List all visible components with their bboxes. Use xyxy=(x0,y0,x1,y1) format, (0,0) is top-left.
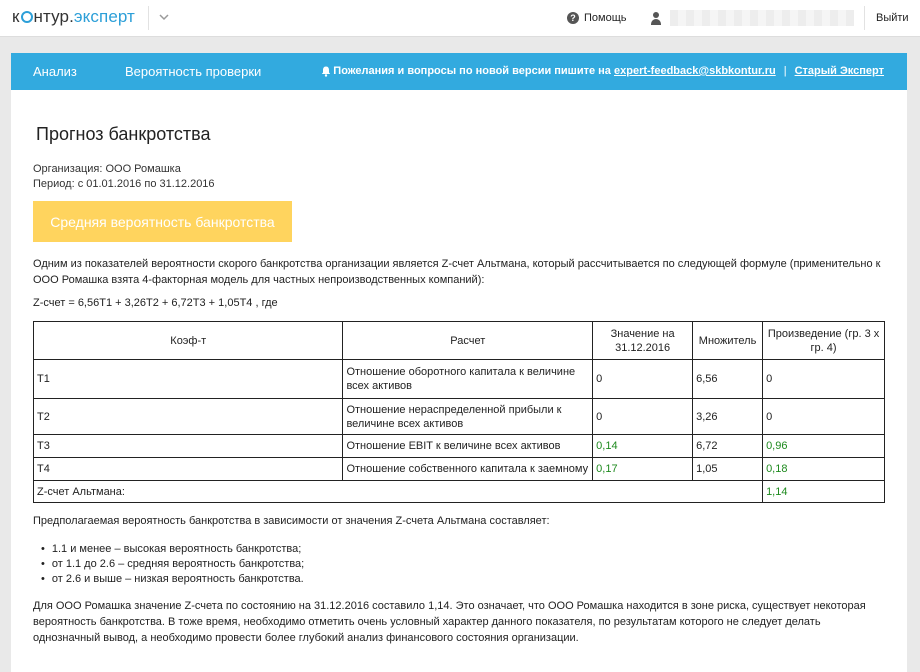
cell-value: 0,14 xyxy=(593,435,693,458)
header-value: Значение на 31.12.2016 xyxy=(593,322,693,360)
user-icon xyxy=(650,12,662,25)
user-name-redacted xyxy=(670,10,854,26)
main-card xyxy=(11,53,907,672)
risk-level-badge: Средняя вероятность банкротства xyxy=(33,201,292,242)
cell-coef: Т3 xyxy=(34,435,343,458)
top-bar xyxy=(0,0,920,37)
cell-multiplier: 3,26 xyxy=(693,399,763,435)
description-text: Одним из показателей вероятности скорого банкротства организации является Z-счет Альтмана, который рассчитывается по следующей формуле (применительно к ООО Ромашка взята 4-факторная модель для частных непроизводственных компаний): xyxy=(33,258,881,286)
cell-value: 0 xyxy=(593,360,693,399)
report-meta xyxy=(33,162,215,192)
list-item: • от 2.6 и выше – низкая вероятность банкротства. xyxy=(52,572,304,587)
header-calc: Расчет xyxy=(343,322,593,360)
header-multiplier: Множитель xyxy=(693,322,763,360)
coefficients-table xyxy=(33,321,885,503)
conclusion-text: Для ООО Ромашка значение Z-счета по состоянию на 31.12.2016 составило 1,14. Это означает, что ООО Ромашка находится в зоне риска, существует некоторая вероятность банкротства. В тоже время, необходимо отметить очень условный характер данного показателя, по результатам которого не следует делать однозначный вывод, а необходимо провести более глубокий анализ финансового состояния организации. xyxy=(33,600,866,644)
old-version-link[interactable]: Старый Эксперт xyxy=(794,65,884,77)
formula-text: Z-счет = 6,56Т1 + 3,26Т2 + 6,72Т3 + 1,05Т4 , где xyxy=(33,297,278,309)
cell-product: 0,96 xyxy=(763,435,885,458)
cell-product: 0 xyxy=(763,360,885,399)
help-label: Помощь xyxy=(584,12,627,24)
logo-divider xyxy=(148,6,149,30)
section-nav xyxy=(11,53,907,90)
cell-calc: Отношение собственного капитала к заемному xyxy=(343,458,593,481)
user-menu[interactable] xyxy=(650,10,854,26)
header-divider xyxy=(864,6,865,30)
logo-text-part3: эксперт xyxy=(73,7,135,26)
logo-text-part1: к xyxy=(12,7,20,26)
table-row xyxy=(34,360,885,399)
chevron-down-icon[interactable] xyxy=(157,10,171,24)
cell-multiplier: 6,56 xyxy=(693,360,763,399)
nav-analysis[interactable]: Анализ xyxy=(33,64,77,79)
feedback-banner xyxy=(321,65,884,77)
cell-coef: Т4 xyxy=(34,458,343,481)
cell-coef: Т2 xyxy=(34,399,343,435)
total-label: Z-счет Альтмана: xyxy=(34,481,763,503)
cell-product: 0,18 xyxy=(763,458,885,481)
list-item: • от 1.1 до 2.6 – средняя вероятность банкротства; xyxy=(52,557,304,572)
cell-coef: Т1 xyxy=(34,360,343,399)
header-product: Произведение (гр. 3 х гр. 4) xyxy=(763,322,885,360)
feedback-text: Пожелания и вопросы по новой версии пишите на xyxy=(333,65,611,77)
cell-multiplier: 1,05 xyxy=(693,458,763,481)
question-icon: ? xyxy=(567,12,579,24)
page-title: Прогноз банкротства xyxy=(36,124,211,144)
cell-calc: Отношение нераспределенной прибыли к величине всех активов xyxy=(343,399,593,435)
cell-calc: Отношение EBIT к величине всех активов xyxy=(343,435,593,458)
organization-label: Организация: ООО Ромашка xyxy=(33,163,181,175)
cell-value: 0,17 xyxy=(593,458,693,481)
cell-value: 0 xyxy=(593,399,693,435)
cell-multiplier: 6,72 xyxy=(693,435,763,458)
cell-product: 0 xyxy=(763,399,885,435)
header-coef: Коэф-т xyxy=(34,322,343,360)
table-row xyxy=(34,435,885,458)
probability-intro: Предполагаемая вероятность банкротства в зависимости от значения Z-счета Альтмана составляет: xyxy=(33,515,550,527)
period-label: Период: с 01.01.2016 по 31.12.2016 xyxy=(33,178,215,190)
feedback-email-link[interactable]: expert-feedback@skbkontur.ru xyxy=(614,65,776,77)
table-total-row xyxy=(34,481,885,503)
logo-ring-icon xyxy=(21,11,33,23)
total-value: 1,14 xyxy=(763,481,885,503)
table-row xyxy=(34,399,885,435)
probability-levels-list xyxy=(52,542,304,587)
bell-icon xyxy=(321,66,331,77)
list-item: • 1.1 и менее – высокая вероятность банкротства; xyxy=(52,542,304,557)
table-header-row xyxy=(34,322,885,360)
logo-text-part2: нтур. xyxy=(33,7,74,26)
cell-calc: Отношение оборотного капитала к величине всех активов xyxy=(343,360,593,399)
help-link[interactable] xyxy=(567,11,627,25)
feedback-separator: | xyxy=(783,65,787,77)
table-row xyxy=(34,458,885,481)
kontur-expert-logo[interactable] xyxy=(12,7,135,27)
nav-audit-probability[interactable]: Вероятность проверки xyxy=(125,64,262,79)
logout-button[interactable]: Выйти xyxy=(876,12,909,24)
